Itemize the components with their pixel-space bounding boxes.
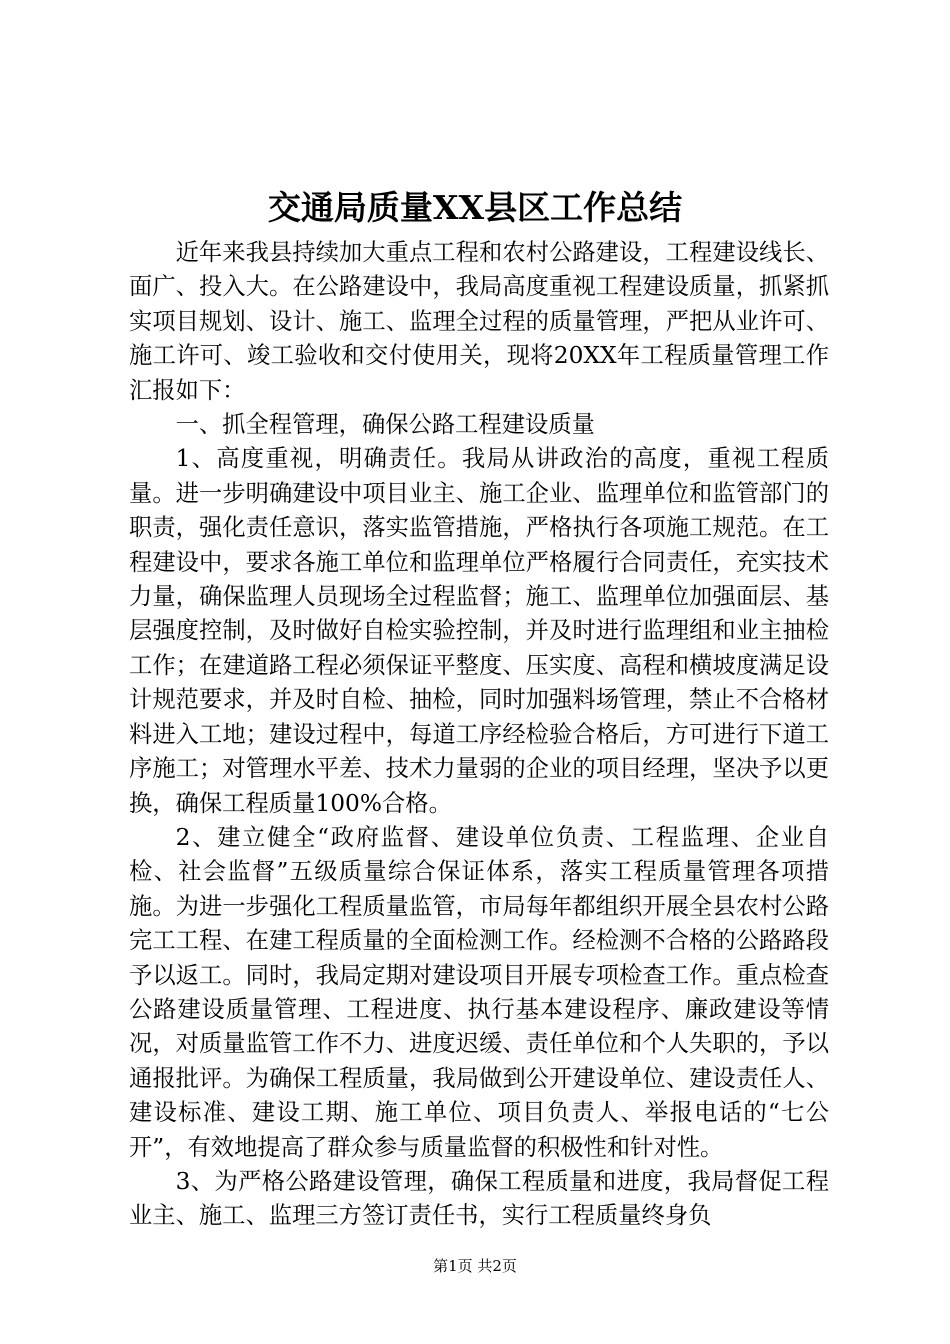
paragraph-item-2: 2、建立健全“政府监督、建设单位负责、工程监理、企业自检、社会监督”五级质量综合保证体系，落实工程质量管理各项措施。为进一步强化工程质量监管，市局每年都组织开展全县农村公路完工工程、在建工程质量的全面检测工作。经检测不合格的公路路段予以返工。同时，我局定期对建设项目开展专项检查工作。重点检查公路建设质量管理、工程进度、执行基本建设程序、廉政建设等情况，对质量监管工作不力、进度迟缓、责任单位和个人失职的，予以通报批评。为确保工程质量，我局做到公开建设单位、建设责任人、建设标准、建设工期、施工单位、项目负责人、举报电话的“七公开”，有效地提高了群众参与质量监督的积极性和针对性。 <box>129 823 829 1161</box>
paragraph-item-3: 3、为严格公路建设管理，确保工程质量和进度，我局督促工程业主、施工、监理三方签订责任书，实行工程质量终身负 <box>129 1167 829 1230</box>
document-title: 交通局质量XX县区工作总结 <box>267 188 683 227</box>
paragraph-intro: 近年来我县持续加大重点工程和农村公路建设，工程建设线长、面广、投入大。在公路建设中，我局高度重视工程建设质量，抓紧抓实项目规划、设计、施工、监理全过程的质量管理，严把从业许可、施工许可、竣工验收和交付使用关，现将20XX年工程质量管理工作汇报如下： <box>129 239 829 404</box>
page-number-footer: 第1页 共2页 <box>433 1257 517 1275</box>
section-heading: 一、抓全程管理，确保公路工程建设质量 <box>175 411 595 439</box>
paragraph-item-1: 1、高度重视，明确责任。我局从讲政治的高度，重视工程质量。进一步明确建设中项目业主、施工企业、监理单位和监管部门的职责，强化责任意识，落实监管措施，严格执行各项施工规范。在工程建设中，要求各施工单位和监理单位严格履行合同责任，充实技术力量，确保监理人员现场全过程监督；施工、监理单位加强面层、基层强度控制，及时做好自检实验控制，并及时进行监理组和业主抽检工作；在建道路工程必须保证平整度、压实度、高程和横坡度满足设计规范要求，并及时自检、抽检，同时加强料场管理，禁止不合格材料进入工地；建设过程中，每道工序经检验合格后，方可进行下道工序施工；对管理水平差、技术力量弱的企业的项目经理，坚决予以更换，确保工程质量100%合格。 <box>129 445 829 817</box>
document-body <box>129 236 829 1234</box>
